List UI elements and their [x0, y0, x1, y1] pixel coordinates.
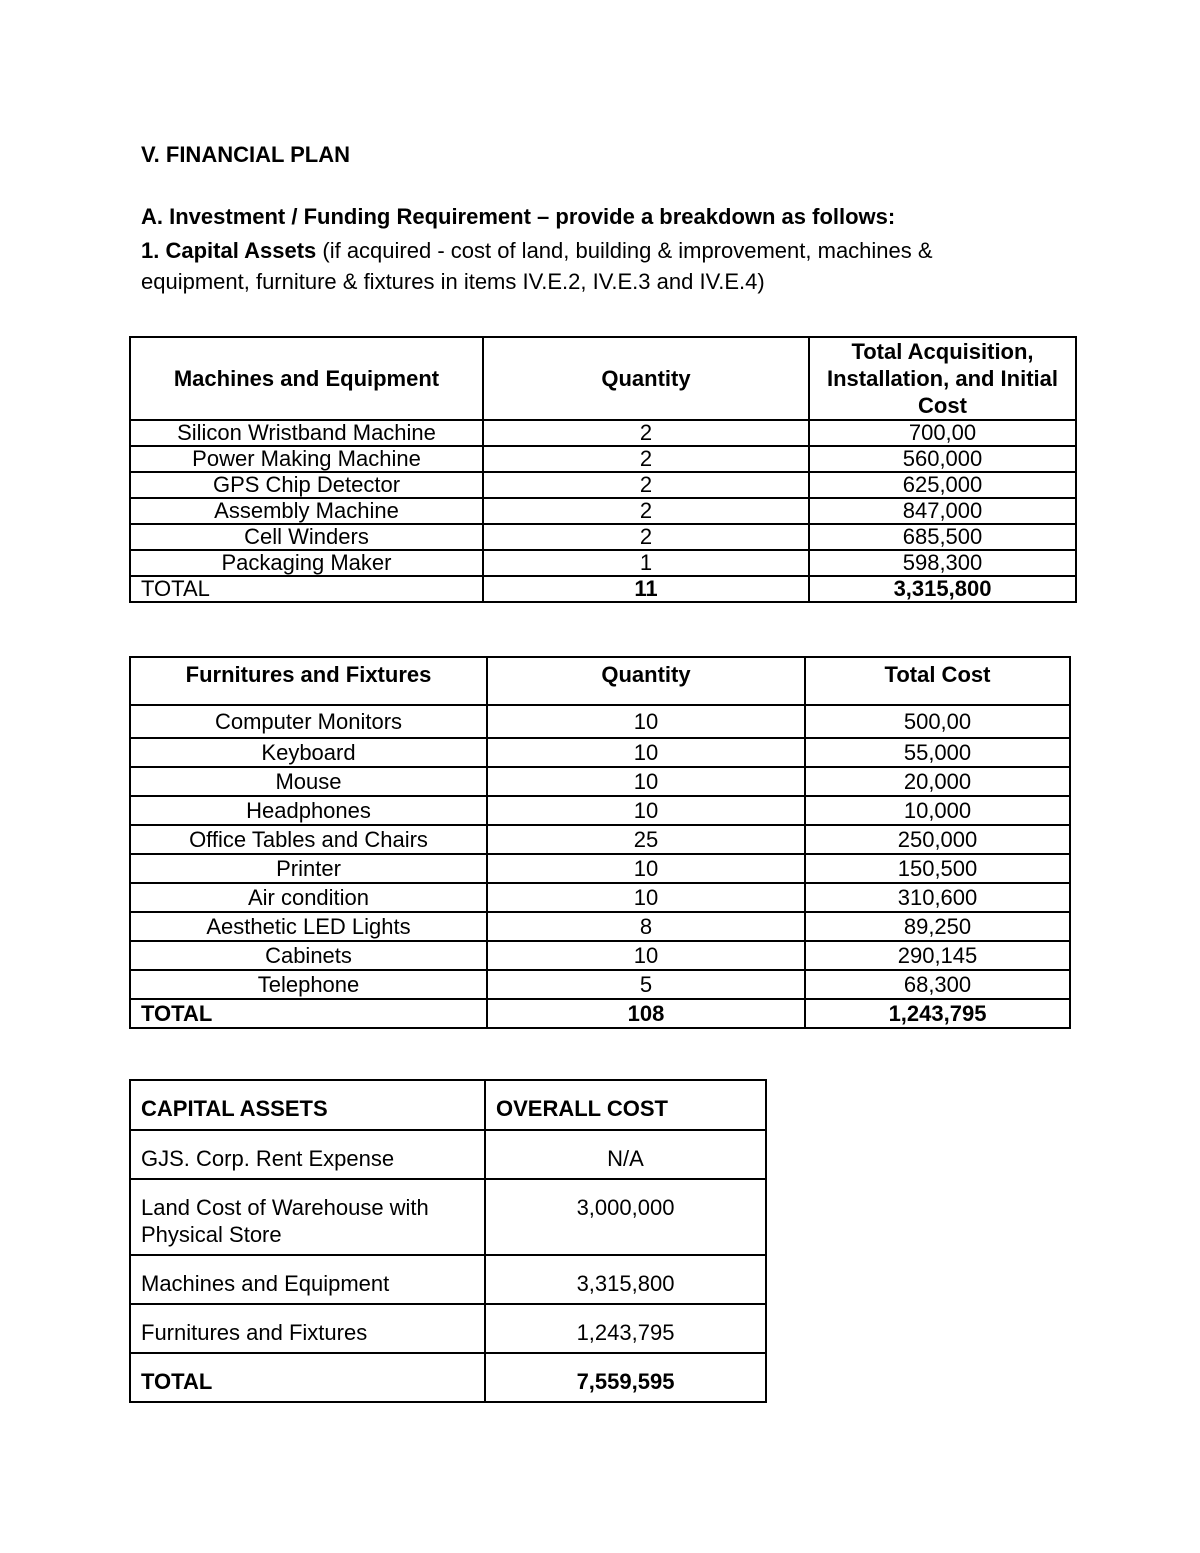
- machine-cost: 700,00: [809, 420, 1076, 446]
- table-header-row: [130, 337, 1076, 420]
- machine-cost: 685,500: [809, 524, 1076, 550]
- table-row: [130, 796, 1070, 825]
- furniture-quantity: 10: [487, 941, 805, 970]
- furniture-cost: 500,00: [805, 705, 1070, 738]
- asset-cost: N/A: [485, 1130, 766, 1179]
- table-row: [130, 767, 1070, 796]
- table-row: [130, 550, 1076, 576]
- furniture-quantity: 10: [487, 705, 805, 738]
- table-header-row: [130, 1080, 766, 1130]
- total-cost: 7,559,595: [485, 1353, 766, 1402]
- furniture-cost: 310,600: [805, 883, 1070, 912]
- table-row: [130, 970, 1070, 999]
- table-row: [130, 472, 1076, 498]
- furniture-quantity: 10: [487, 854, 805, 883]
- furniture-name: Keyboard: [130, 738, 487, 767]
- machine-quantity: 2: [483, 472, 809, 498]
- machine-quantity: 2: [483, 498, 809, 524]
- furniture-name: Air condition: [130, 883, 487, 912]
- table-row: [130, 883, 1070, 912]
- furniture-quantity: 5: [487, 970, 805, 999]
- furniture-cost: 55,000: [805, 738, 1070, 767]
- total-label: TOTAL: [130, 576, 483, 602]
- machine-quantity: 2: [483, 446, 809, 472]
- furniture-cost: 290,145: [805, 941, 1070, 970]
- furniture-quantity: 8: [487, 912, 805, 941]
- total-quantity: 108: [487, 999, 805, 1028]
- furniture-cost: 68,300: [805, 970, 1070, 999]
- machine-name: GPS Chip Detector: [130, 472, 483, 498]
- furniture-name: Office Tables and Chairs: [130, 825, 487, 854]
- total-row: [130, 1353, 766, 1402]
- furniture-quantity: 10: [487, 767, 805, 796]
- furniture-quantity: 10: [487, 883, 805, 912]
- furniture-name: Printer: [130, 854, 487, 883]
- machine-quantity: 1: [483, 550, 809, 576]
- machine-name: Cell Winders: [130, 524, 483, 550]
- total-cost: 1,243,795: [805, 999, 1070, 1028]
- furniture-name: Telephone: [130, 970, 487, 999]
- furniture-name: Headphones: [130, 796, 487, 825]
- table-row: [130, 912, 1070, 941]
- machine-cost: 847,000: [809, 498, 1076, 524]
- furniture-name: Mouse: [130, 767, 487, 796]
- subsection-heading: A. Investment / Funding Requirement – provide a breakdown as follows:: [141, 204, 896, 229]
- asset-cost: 3,000,000: [485, 1179, 766, 1255]
- table-row: [130, 854, 1070, 883]
- section-title: V. FINANCIAL PLAN: [141, 142, 351, 167]
- col-header-total-cost: Total Cost: [805, 657, 1070, 705]
- furniture-cost: 89,250: [805, 912, 1070, 941]
- total-quantity: 11: [483, 576, 809, 602]
- furniture-cost: 10,000: [805, 796, 1070, 825]
- machine-cost: 625,000: [809, 472, 1076, 498]
- total-row: [130, 576, 1076, 602]
- machine-quantity: 2: [483, 524, 809, 550]
- furnitures-fixtures-table: [129, 656, 1071, 1029]
- furniture-quantity: 10: [487, 796, 805, 825]
- asset-name: Furnitures and Fixtures: [130, 1304, 485, 1353]
- machine-name: Assembly Machine: [130, 498, 483, 524]
- machine-name: Power Making Machine: [130, 446, 483, 472]
- furniture-cost: 250,000: [805, 825, 1070, 854]
- furniture-cost: 20,000: [805, 767, 1070, 796]
- asset-name: Land Cost of Warehouse with Physical Store: [130, 1179, 485, 1255]
- table-row: [130, 446, 1076, 472]
- furniture-quantity: 25: [487, 825, 805, 854]
- capital-assets-intro: [141, 235, 1041, 297]
- col-header-machines: Machines and Equipment: [130, 337, 483, 420]
- asset-cost: 3,315,800: [485, 1255, 766, 1304]
- machine-cost: 560,000: [809, 446, 1076, 472]
- capital-assets-table: [129, 1079, 767, 1403]
- table-row: [130, 420, 1076, 446]
- machine-cost: 598,300: [809, 550, 1076, 576]
- total-label: TOTAL: [130, 999, 487, 1028]
- table-row: [130, 524, 1076, 550]
- table-row: [130, 1179, 766, 1255]
- table-row: [130, 1304, 766, 1353]
- machines-equipment-table: [129, 336, 1077, 603]
- machine-name: Packaging Maker: [130, 550, 483, 576]
- machine-quantity: 2: [483, 420, 809, 446]
- table-row: [130, 705, 1070, 738]
- col-header-overall-cost: OVERALL COST: [485, 1080, 766, 1130]
- col-header-quantity: Quantity: [483, 337, 809, 420]
- total-label: TOTAL: [130, 1353, 485, 1402]
- col-header-furnitures: Furnitures and Fixtures: [130, 657, 487, 705]
- furniture-name: Cabinets: [130, 941, 487, 970]
- table-row: [130, 498, 1076, 524]
- table-header-row: [130, 657, 1070, 705]
- table-row: [130, 1130, 766, 1179]
- furniture-quantity: 10: [487, 738, 805, 767]
- furniture-cost: 150,500: [805, 854, 1070, 883]
- col-header-capital-assets: CAPITAL ASSETS: [130, 1080, 485, 1130]
- table-row: [130, 1255, 766, 1304]
- total-row: [130, 999, 1070, 1028]
- col-header-quantity: Quantity: [487, 657, 805, 705]
- asset-name: GJS. Corp. Rent Expense: [130, 1130, 485, 1179]
- table-row: [130, 825, 1070, 854]
- machine-name: Silicon Wristband Machine: [130, 420, 483, 446]
- total-cost: 3,315,800: [809, 576, 1076, 602]
- furniture-name: Computer Monitors: [130, 705, 487, 738]
- col-header-total-acquisition-cost: Total Acquisition, Installation, and Initial Cost: [809, 337, 1076, 420]
- asset-cost: 1,243,795: [485, 1304, 766, 1353]
- capital-assets-label: 1. Capital Assets: [141, 238, 317, 263]
- furniture-name: Aesthetic LED Lights: [130, 912, 487, 941]
- table-row: [130, 738, 1070, 767]
- capital-assets-note: (if acquired - cost of land, building & improvement, machines & equipment, furniture & fixtures in items IV.E.2, IV.E.3 and IV.E.4): [141, 238, 933, 294]
- asset-name: Machines and Equipment: [130, 1255, 485, 1304]
- table-row: [130, 941, 1070, 970]
